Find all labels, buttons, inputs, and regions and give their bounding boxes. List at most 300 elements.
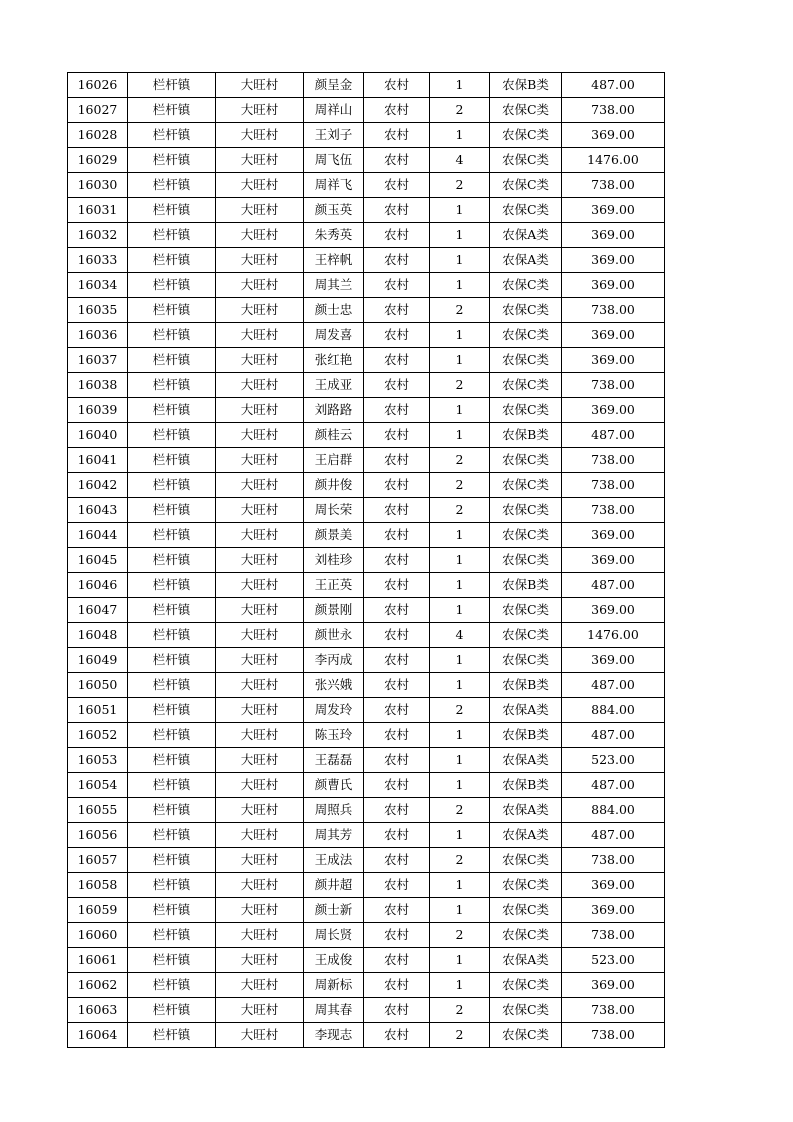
cell-id: 16057 bbox=[68, 848, 128, 873]
cell-person-count: 1 bbox=[430, 198, 490, 223]
cell-town: 栏杆镇 bbox=[128, 198, 216, 223]
table-row bbox=[68, 448, 665, 473]
cell-household-type: 农村 bbox=[364, 773, 430, 798]
cell-village: 大旺村 bbox=[216, 998, 304, 1023]
cell-household-type: 农村 bbox=[364, 723, 430, 748]
cell-category: 农保C类 bbox=[490, 523, 562, 548]
cell-person-count: 1 bbox=[430, 523, 490, 548]
cell-category: 农保C类 bbox=[490, 498, 562, 523]
cell-category: 农保C类 bbox=[490, 173, 562, 198]
cell-household-type: 农村 bbox=[364, 698, 430, 723]
cell-amount: 369.00 bbox=[562, 248, 665, 273]
cell-amount: 738.00 bbox=[562, 373, 665, 398]
cell-category: 农保C类 bbox=[490, 598, 562, 623]
cell-category: 农保A类 bbox=[490, 248, 562, 273]
cell-household-type: 农村 bbox=[364, 673, 430, 698]
cell-id: 16060 bbox=[68, 923, 128, 948]
cell-amount: 369.00 bbox=[562, 323, 665, 348]
table-row bbox=[68, 948, 665, 973]
table-row bbox=[68, 923, 665, 948]
cell-person-count: 2 bbox=[430, 373, 490, 398]
cell-amount: 738.00 bbox=[562, 998, 665, 1023]
cell-person-count: 2 bbox=[430, 498, 490, 523]
cell-name: 周其春 bbox=[304, 998, 364, 1023]
cell-name: 颜曹氏 bbox=[304, 773, 364, 798]
cell-name: 颜士新 bbox=[304, 898, 364, 923]
cell-id: 16043 bbox=[68, 498, 128, 523]
cell-category: 农保B类 bbox=[490, 773, 562, 798]
cell-name: 周祥飞 bbox=[304, 173, 364, 198]
cell-amount: 369.00 bbox=[562, 523, 665, 548]
cell-amount: 487.00 bbox=[562, 573, 665, 598]
table-row bbox=[68, 98, 665, 123]
cell-amount: 738.00 bbox=[562, 1023, 665, 1048]
cell-name: 周长荣 bbox=[304, 498, 364, 523]
cell-village: 大旺村 bbox=[216, 823, 304, 848]
table-row bbox=[68, 148, 665, 173]
table-row bbox=[68, 823, 665, 848]
cell-name: 颜井俊 bbox=[304, 473, 364, 498]
cell-village: 大旺村 bbox=[216, 348, 304, 373]
cell-town: 栏杆镇 bbox=[128, 823, 216, 848]
cell-category: 农保C类 bbox=[490, 648, 562, 673]
cell-town: 栏杆镇 bbox=[128, 673, 216, 698]
table-row bbox=[68, 73, 665, 98]
cell-id: 16044 bbox=[68, 523, 128, 548]
cell-person-count: 1 bbox=[430, 648, 490, 673]
cell-town: 栏杆镇 bbox=[128, 273, 216, 298]
cell-village: 大旺村 bbox=[216, 673, 304, 698]
cell-person-count: 1 bbox=[430, 873, 490, 898]
cell-id: 16038 bbox=[68, 373, 128, 398]
cell-amount: 487.00 bbox=[562, 723, 665, 748]
cell-amount: 738.00 bbox=[562, 498, 665, 523]
cell-village: 大旺村 bbox=[216, 898, 304, 923]
cell-village: 大旺村 bbox=[216, 173, 304, 198]
cell-name: 周长贤 bbox=[304, 923, 364, 948]
cell-id: 16026 bbox=[68, 73, 128, 98]
cell-household-type: 农村 bbox=[364, 423, 430, 448]
cell-id: 16028 bbox=[68, 123, 128, 148]
cell-village: 大旺村 bbox=[216, 198, 304, 223]
cell-category: 农保A类 bbox=[490, 798, 562, 823]
cell-id: 16029 bbox=[68, 148, 128, 173]
cell-town: 栏杆镇 bbox=[128, 323, 216, 348]
cell-id: 16031 bbox=[68, 198, 128, 223]
table-row bbox=[68, 723, 665, 748]
cell-town: 栏杆镇 bbox=[128, 998, 216, 1023]
cell-category: 农保B类 bbox=[490, 673, 562, 698]
cell-category: 农保C类 bbox=[490, 323, 562, 348]
cell-category: 农保C类 bbox=[490, 923, 562, 948]
cell-town: 栏杆镇 bbox=[128, 623, 216, 648]
cell-category: 农保B类 bbox=[490, 723, 562, 748]
cell-amount: 738.00 bbox=[562, 173, 665, 198]
cell-amount: 487.00 bbox=[562, 823, 665, 848]
cell-household-type: 农村 bbox=[364, 248, 430, 273]
cell-household-type: 农村 bbox=[364, 398, 430, 423]
cell-town: 栏杆镇 bbox=[128, 73, 216, 98]
cell-amount: 738.00 bbox=[562, 98, 665, 123]
cell-village: 大旺村 bbox=[216, 248, 304, 273]
cell-name: 王正英 bbox=[304, 573, 364, 598]
cell-village: 大旺村 bbox=[216, 498, 304, 523]
cell-household-type: 农村 bbox=[364, 973, 430, 998]
cell-town: 栏杆镇 bbox=[128, 523, 216, 548]
table-body bbox=[68, 73, 665, 1048]
cell-name: 颜世永 bbox=[304, 623, 364, 648]
cell-town: 栏杆镇 bbox=[128, 473, 216, 498]
cell-person-count: 1 bbox=[430, 573, 490, 598]
cell-category: 农保C类 bbox=[490, 198, 562, 223]
table-row bbox=[68, 573, 665, 598]
cell-category: 农保A类 bbox=[490, 698, 562, 723]
cell-id: 16064 bbox=[68, 1023, 128, 1048]
cell-household-type: 农村 bbox=[364, 898, 430, 923]
cell-village: 大旺村 bbox=[216, 598, 304, 623]
table-row bbox=[68, 798, 665, 823]
cell-id: 16055 bbox=[68, 798, 128, 823]
cell-id: 16051 bbox=[68, 698, 128, 723]
table-row bbox=[68, 248, 665, 273]
cell-village: 大旺村 bbox=[216, 273, 304, 298]
cell-category: 农保A类 bbox=[490, 823, 562, 848]
cell-name: 刘路路 bbox=[304, 398, 364, 423]
cell-town: 栏杆镇 bbox=[128, 798, 216, 823]
cell-name: 周新标 bbox=[304, 973, 364, 998]
cell-category: 农保C类 bbox=[490, 123, 562, 148]
cell-amount: 369.00 bbox=[562, 648, 665, 673]
cell-household-type: 农村 bbox=[364, 373, 430, 398]
cell-amount: 369.00 bbox=[562, 898, 665, 923]
cell-name: 王磊磊 bbox=[304, 748, 364, 773]
cell-person-count: 2 bbox=[430, 848, 490, 873]
cell-name: 王成俊 bbox=[304, 948, 364, 973]
cell-village: 大旺村 bbox=[216, 448, 304, 473]
table-row bbox=[68, 498, 665, 523]
table-row bbox=[68, 973, 665, 998]
cell-category: 农保C类 bbox=[490, 898, 562, 923]
cell-household-type: 农村 bbox=[364, 473, 430, 498]
table-row bbox=[68, 548, 665, 573]
cell-town: 栏杆镇 bbox=[128, 723, 216, 748]
cell-category: 农保C类 bbox=[490, 873, 562, 898]
cell-household-type: 农村 bbox=[364, 498, 430, 523]
cell-town: 栏杆镇 bbox=[128, 373, 216, 398]
cell-town: 栏杆镇 bbox=[128, 848, 216, 873]
cell-person-count: 1 bbox=[430, 673, 490, 698]
cell-household-type: 农村 bbox=[364, 273, 430, 298]
cell-town: 栏杆镇 bbox=[128, 298, 216, 323]
cell-id: 16052 bbox=[68, 723, 128, 748]
cell-category: 农保C类 bbox=[490, 148, 562, 173]
cell-id: 16046 bbox=[68, 573, 128, 598]
cell-amount: 487.00 bbox=[562, 423, 665, 448]
cell-household-type: 农村 bbox=[364, 198, 430, 223]
cell-name: 颜士忠 bbox=[304, 298, 364, 323]
cell-amount: 884.00 bbox=[562, 798, 665, 823]
cell-village: 大旺村 bbox=[216, 973, 304, 998]
cell-town: 栏杆镇 bbox=[128, 1023, 216, 1048]
cell-amount: 738.00 bbox=[562, 473, 665, 498]
cell-id: 16048 bbox=[68, 623, 128, 648]
cell-amount: 369.00 bbox=[562, 273, 665, 298]
cell-amount: 369.00 bbox=[562, 973, 665, 998]
cell-amount: 523.00 bbox=[562, 948, 665, 973]
cell-village: 大旺村 bbox=[216, 748, 304, 773]
cell-person-count: 1 bbox=[430, 723, 490, 748]
table-row bbox=[68, 173, 665, 198]
cell-village: 大旺村 bbox=[216, 648, 304, 673]
table-row bbox=[68, 998, 665, 1023]
cell-id: 16045 bbox=[68, 548, 128, 573]
cell-name: 周祥山 bbox=[304, 98, 364, 123]
cell-town: 栏杆镇 bbox=[128, 698, 216, 723]
cell-id: 16042 bbox=[68, 473, 128, 498]
cell-name: 李丙成 bbox=[304, 648, 364, 673]
cell-person-count: 2 bbox=[430, 98, 490, 123]
cell-name: 刘桂珍 bbox=[304, 548, 364, 573]
cell-name: 周飞伍 bbox=[304, 148, 364, 173]
cell-id: 16039 bbox=[68, 398, 128, 423]
cell-town: 栏杆镇 bbox=[128, 348, 216, 373]
cell-household-type: 农村 bbox=[364, 73, 430, 98]
cell-household-type: 农村 bbox=[364, 298, 430, 323]
cell-village: 大旺村 bbox=[216, 423, 304, 448]
cell-household-type: 农村 bbox=[364, 223, 430, 248]
cell-id: 16036 bbox=[68, 323, 128, 348]
cell-person-count: 1 bbox=[430, 748, 490, 773]
cell-village: 大旺村 bbox=[216, 723, 304, 748]
cell-town: 栏杆镇 bbox=[128, 98, 216, 123]
cell-id: 16035 bbox=[68, 298, 128, 323]
cell-village: 大旺村 bbox=[216, 798, 304, 823]
cell-name: 王成亚 bbox=[304, 373, 364, 398]
table-row bbox=[68, 773, 665, 798]
table-row bbox=[68, 198, 665, 223]
cell-person-count: 2 bbox=[430, 698, 490, 723]
cell-amount: 369.00 bbox=[562, 348, 665, 373]
cell-village: 大旺村 bbox=[216, 773, 304, 798]
cell-id: 16053 bbox=[68, 748, 128, 773]
cell-person-count: 2 bbox=[430, 798, 490, 823]
cell-name: 王梓帆 bbox=[304, 248, 364, 273]
cell-id: 16030 bbox=[68, 173, 128, 198]
cell-town: 栏杆镇 bbox=[128, 148, 216, 173]
cell-amount: 369.00 bbox=[562, 598, 665, 623]
table-row bbox=[68, 123, 665, 148]
cell-town: 栏杆镇 bbox=[128, 173, 216, 198]
cell-id: 16041 bbox=[68, 448, 128, 473]
cell-household-type: 农村 bbox=[364, 348, 430, 373]
cell-name: 张红艳 bbox=[304, 348, 364, 373]
cell-amount: 487.00 bbox=[562, 673, 665, 698]
cell-person-count: 1 bbox=[430, 423, 490, 448]
cell-category: 农保B类 bbox=[490, 423, 562, 448]
cell-town: 栏杆镇 bbox=[128, 248, 216, 273]
cell-category: 农保C类 bbox=[490, 998, 562, 1023]
cell-person-count: 1 bbox=[430, 598, 490, 623]
cell-amount: 369.00 bbox=[562, 398, 665, 423]
cell-village: 大旺村 bbox=[216, 573, 304, 598]
cell-category: 农保C类 bbox=[490, 98, 562, 123]
cell-id: 16047 bbox=[68, 598, 128, 623]
cell-village: 大旺村 bbox=[216, 698, 304, 723]
cell-id: 16034 bbox=[68, 273, 128, 298]
cell-name: 朱秀英 bbox=[304, 223, 364, 248]
cell-id: 16062 bbox=[68, 973, 128, 998]
cell-village: 大旺村 bbox=[216, 848, 304, 873]
cell-name: 颜景美 bbox=[304, 523, 364, 548]
cell-category: 农保A类 bbox=[490, 748, 562, 773]
table-row bbox=[68, 298, 665, 323]
cell-amount: 369.00 bbox=[562, 123, 665, 148]
cell-town: 栏杆镇 bbox=[128, 548, 216, 573]
cell-person-count: 1 bbox=[430, 348, 490, 373]
table-row bbox=[68, 748, 665, 773]
cell-name: 周其芳 bbox=[304, 823, 364, 848]
cell-category: 农保C类 bbox=[490, 373, 562, 398]
table-row bbox=[68, 398, 665, 423]
cell-name: 陈玉玲 bbox=[304, 723, 364, 748]
cell-id: 16032 bbox=[68, 223, 128, 248]
table-row bbox=[68, 1023, 665, 1048]
table-row bbox=[68, 698, 665, 723]
cell-village: 大旺村 bbox=[216, 298, 304, 323]
cell-household-type: 农村 bbox=[364, 323, 430, 348]
cell-id: 16059 bbox=[68, 898, 128, 923]
cell-person-count: 2 bbox=[430, 173, 490, 198]
cell-amount: 738.00 bbox=[562, 848, 665, 873]
cell-id: 16050 bbox=[68, 673, 128, 698]
cell-category: 农保C类 bbox=[490, 348, 562, 373]
cell-household-type: 农村 bbox=[364, 648, 430, 673]
cell-town: 栏杆镇 bbox=[128, 573, 216, 598]
cell-amount: 369.00 bbox=[562, 198, 665, 223]
cell-amount: 487.00 bbox=[562, 773, 665, 798]
cell-village: 大旺村 bbox=[216, 1023, 304, 1048]
table-row bbox=[68, 373, 665, 398]
cell-household-type: 农村 bbox=[364, 98, 430, 123]
cell-village: 大旺村 bbox=[216, 548, 304, 573]
cell-person-count: 1 bbox=[430, 248, 490, 273]
cell-amount: 523.00 bbox=[562, 748, 665, 773]
cell-category: 农保C类 bbox=[490, 973, 562, 998]
cell-person-count: 1 bbox=[430, 548, 490, 573]
cell-person-count: 2 bbox=[430, 473, 490, 498]
cell-town: 栏杆镇 bbox=[128, 923, 216, 948]
cell-village: 大旺村 bbox=[216, 873, 304, 898]
cell-id: 16049 bbox=[68, 648, 128, 673]
cell-category: 农保C类 bbox=[490, 273, 562, 298]
table-row bbox=[68, 898, 665, 923]
cell-person-count: 2 bbox=[430, 448, 490, 473]
cell-person-count: 1 bbox=[430, 223, 490, 248]
cell-town: 栏杆镇 bbox=[128, 423, 216, 448]
table-row bbox=[68, 598, 665, 623]
table-row bbox=[68, 623, 665, 648]
cell-category: 农保B类 bbox=[490, 73, 562, 98]
cell-category: 农保A类 bbox=[490, 948, 562, 973]
cell-household-type: 农村 bbox=[364, 948, 430, 973]
cell-name: 周其兰 bbox=[304, 273, 364, 298]
table-row bbox=[68, 873, 665, 898]
cell-household-type: 农村 bbox=[364, 1023, 430, 1048]
cell-amount: 369.00 bbox=[562, 223, 665, 248]
cell-name: 颜桂云 bbox=[304, 423, 364, 448]
cell-village: 大旺村 bbox=[216, 148, 304, 173]
table-row bbox=[68, 523, 665, 548]
cell-village: 大旺村 bbox=[216, 948, 304, 973]
cell-town: 栏杆镇 bbox=[128, 648, 216, 673]
cell-village: 大旺村 bbox=[216, 223, 304, 248]
cell-category: 农保C类 bbox=[490, 473, 562, 498]
cell-household-type: 农村 bbox=[364, 923, 430, 948]
cell-id: 16037 bbox=[68, 348, 128, 373]
cell-town: 栏杆镇 bbox=[128, 498, 216, 523]
cell-person-count: 1 bbox=[430, 323, 490, 348]
cell-village: 大旺村 bbox=[216, 73, 304, 98]
cell-town: 栏杆镇 bbox=[128, 973, 216, 998]
cell-village: 大旺村 bbox=[216, 373, 304, 398]
cell-amount: 738.00 bbox=[562, 923, 665, 948]
cell-household-type: 农村 bbox=[364, 148, 430, 173]
cell-name: 颜呈金 bbox=[304, 73, 364, 98]
cell-amount: 738.00 bbox=[562, 448, 665, 473]
cell-name: 张兴娥 bbox=[304, 673, 364, 698]
cell-person-count: 1 bbox=[430, 948, 490, 973]
cell-name: 王刘子 bbox=[304, 123, 364, 148]
cell-amount: 369.00 bbox=[562, 548, 665, 573]
cell-household-type: 农村 bbox=[364, 748, 430, 773]
cell-person-count: 1 bbox=[430, 973, 490, 998]
cell-name: 周发玲 bbox=[304, 698, 364, 723]
cell-name: 王成法 bbox=[304, 848, 364, 873]
table-row bbox=[68, 673, 665, 698]
cell-category: 农保C类 bbox=[490, 548, 562, 573]
cell-person-count: 4 bbox=[430, 148, 490, 173]
table-row bbox=[68, 423, 665, 448]
cell-town: 栏杆镇 bbox=[128, 873, 216, 898]
cell-name: 周照兵 bbox=[304, 798, 364, 823]
cell-category: 农保B类 bbox=[490, 573, 562, 598]
cell-name: 周发喜 bbox=[304, 323, 364, 348]
table-row bbox=[68, 648, 665, 673]
cell-id: 16063 bbox=[68, 998, 128, 1023]
cell-id: 16027 bbox=[68, 98, 128, 123]
cell-village: 大旺村 bbox=[216, 623, 304, 648]
table-row bbox=[68, 473, 665, 498]
cell-village: 大旺村 bbox=[216, 523, 304, 548]
cell-town: 栏杆镇 bbox=[128, 398, 216, 423]
cell-person-count: 1 bbox=[430, 273, 490, 298]
allowance-table bbox=[67, 72, 665, 1048]
cell-household-type: 农村 bbox=[364, 548, 430, 573]
cell-person-count: 2 bbox=[430, 998, 490, 1023]
cell-amount: 1476.00 bbox=[562, 623, 665, 648]
cell-household-type: 农村 bbox=[364, 798, 430, 823]
cell-amount: 487.00 bbox=[562, 73, 665, 98]
cell-id: 16056 bbox=[68, 823, 128, 848]
cell-category: 农保A类 bbox=[490, 223, 562, 248]
table-row bbox=[68, 848, 665, 873]
cell-amount: 1476.00 bbox=[562, 148, 665, 173]
cell-category: 农保C类 bbox=[490, 298, 562, 323]
cell-town: 栏杆镇 bbox=[128, 448, 216, 473]
cell-town: 栏杆镇 bbox=[128, 948, 216, 973]
cell-category: 农保C类 bbox=[490, 448, 562, 473]
cell-id: 16061 bbox=[68, 948, 128, 973]
